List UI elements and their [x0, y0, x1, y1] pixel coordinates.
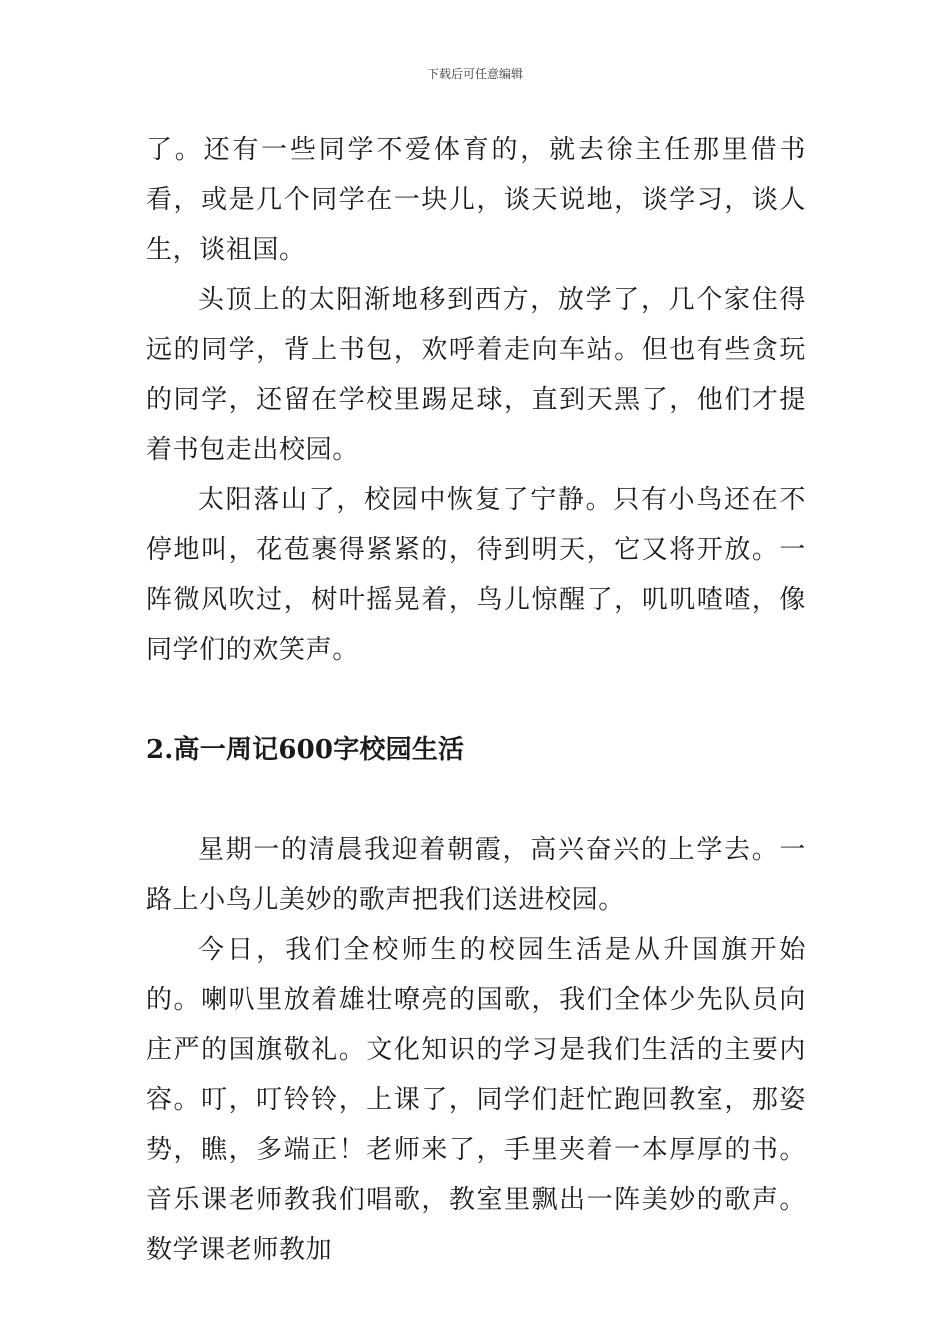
page-header-note: 下载后可任意编辑: [426, 67, 523, 81]
paragraph: 今日，我们全校师生的校园生活是从升国旗开始的。喇叭里放着雄壮嘹亮的国歌，我们全体少先队员向庄严的国旗敬礼。文化知识的学习是我们生活的主要内容。叮，叮铃铃，上课了，同学们赶忙跑回教室，那姿势，瞧，多端正！老师来了，手里夹着一本厚厚的书。音乐课老师教我们唱歌，教室里飘出一阵美妙的歌声。数学课老师教加: [146, 935, 806, 1265]
paragraph: 星期一的清晨我迎着朝霞，高兴奋兴的上学去。一路上小鸟儿美妙的歌声把我们送进校园。: [146, 835, 806, 915]
paragraph-continuation: 了。还有一些同学不爱体育的，就去徐主任那里借书看，或是几个同学在一块儿，谈天说地，谈学习，谈人生，谈祖国。: [146, 135, 806, 265]
spacer: [146, 775, 806, 825]
section-title: 2.高一周记600字校园生活: [146, 735, 465, 765]
document-body: [146, 125, 806, 1275]
paragraph: 头顶上的太阳渐地移到西方，放学了，几个家住得远的同学，背上书包，欢呼着走向车站。但也有些贪玩的同学，还留在学校里踢足球，直到天黑了，他们才提着书包走出校园。: [146, 285, 806, 465]
paragraph: 太阳落山了，校园中恢复了宁静。只有小鸟还在不停地叫，花苞裹得紧紧的，待到明天，它又将开放。一阵微风吹过，树叶摇晃着，鸟儿惊醒了，叽叽喳喳，像同学们的欢笑声。: [146, 485, 806, 665]
spacer: [146, 675, 806, 725]
